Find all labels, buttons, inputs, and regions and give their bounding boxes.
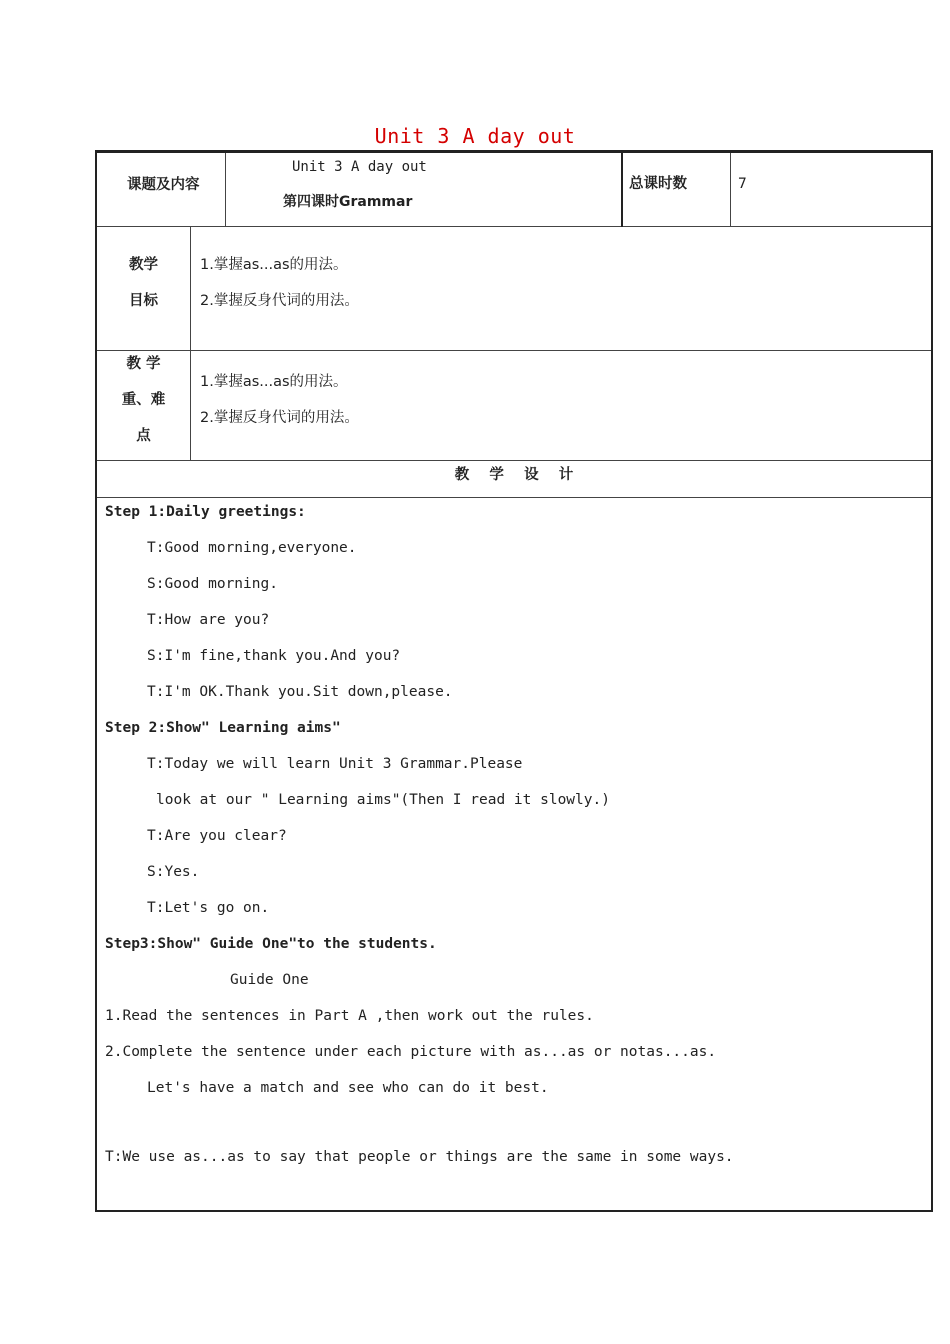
- dialogue-line: T:I'm OK.Thank you.Sit down,please.: [147, 684, 453, 700]
- lesson-plan-table: [95, 150, 933, 1212]
- guide-item: 1.Read the sentences in Part A ,then work out the rules.: [105, 1008, 594, 1024]
- col-divider: [621, 153, 623, 227]
- document-title: Unit 3 A day out: [374, 124, 576, 148]
- col-divider: [730, 153, 731, 226]
- key-points-label: 教 学: [126, 356, 161, 372]
- design-heading: 教 学 设 计: [454, 467, 574, 483]
- key-points-label: 重、难: [121, 392, 166, 408]
- row-divider: [97, 350, 931, 351]
- step-heading: Step 1:Daily greetings:: [105, 504, 306, 520]
- hours-label: 总课时数: [629, 176, 687, 192]
- step-heading: Step 2:Show" Learning aims": [105, 720, 341, 736]
- dialogue-line: T:Let's go on.: [147, 900, 270, 916]
- dialogue-line: T:We use as...as to say that people or things are the same in some ways.: [105, 1149, 734, 1165]
- key-points-label: 点: [136, 428, 151, 444]
- goal-item: 1.掌握as...as的用法。: [200, 257, 348, 273]
- hours-value: 7: [738, 176, 747, 192]
- goals-label: 目标: [129, 293, 158, 309]
- dialogue-line: T:Today we will learn Unit 3 Grammar.Please: [147, 756, 523, 772]
- step-heading: Step3:Show" Guide One"to the students.: [105, 936, 437, 952]
- dialogue-line: S:I'm fine,thank you.And you?: [147, 648, 401, 664]
- row-divider: [97, 226, 931, 227]
- key-point-item: 2.掌握反身代词的用法。: [200, 410, 359, 426]
- guide-item: 2.Complete the sentence under each picture with as...as or notas...as.: [105, 1044, 717, 1060]
- dialogue-line: S:Yes.: [147, 864, 200, 880]
- goals-label: 教学: [129, 257, 158, 273]
- topic-label: 课题及内容: [127, 177, 200, 193]
- dialogue-line: S:Good morning.: [147, 576, 278, 592]
- unit-text: Unit 3 A day out: [292, 159, 427, 175]
- key-point-item: 1.掌握as...as的用法。: [200, 374, 348, 390]
- goal-item: 2.掌握反身代词的用法。: [200, 293, 359, 309]
- dialogue-line: T:Good morning,everyone.: [147, 540, 357, 556]
- guide-title: Guide One: [230, 972, 309, 988]
- row-divider: [97, 460, 931, 461]
- col-divider: [190, 226, 191, 460]
- col-divider: [225, 153, 226, 226]
- dialogue-line: look at our " Learning aims"(Then I read it slowly.): [156, 792, 610, 808]
- row-divider: [97, 497, 931, 498]
- dialogue-line: T:How are you?: [147, 612, 270, 628]
- lesson-text: 第四课时Grammar: [283, 194, 413, 210]
- dialogue-line: T:Are you clear?: [147, 828, 287, 844]
- dialogue-line: Let's have a match and see who can do it best.: [147, 1080, 549, 1096]
